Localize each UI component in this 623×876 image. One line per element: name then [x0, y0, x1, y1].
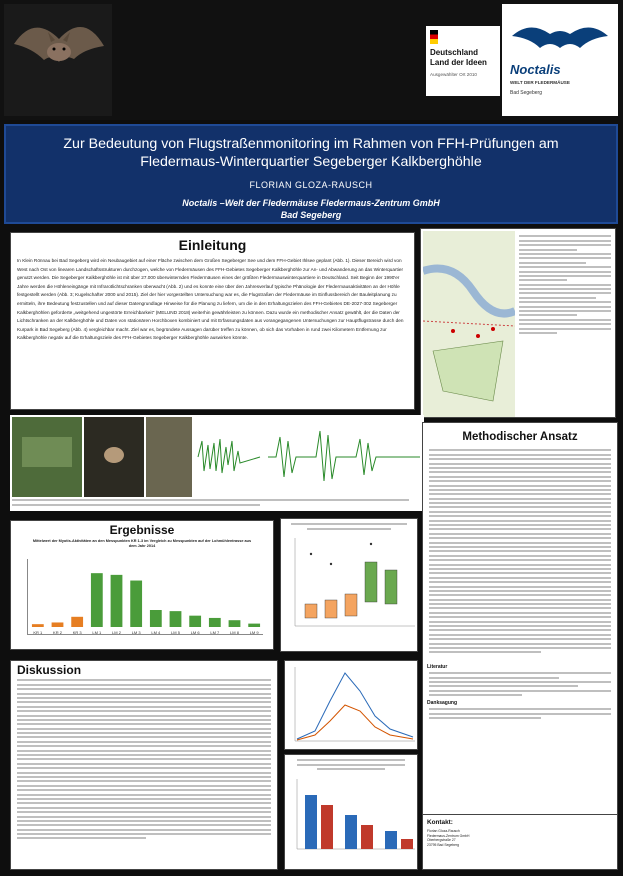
- chart-bar: [229, 620, 241, 627]
- chart-bar: [170, 611, 182, 627]
- kontakt-name: Florian Gloza-Rausch: [427, 829, 460, 833]
- einleitung-panel: [10, 232, 415, 410]
- chart-category-label: LM 8: [230, 630, 239, 635]
- chart-category-label: LM 6: [190, 630, 200, 635]
- bar-chart-2-svg: [285, 775, 419, 855]
- flag-bar: [430, 30, 438, 44]
- diskussion-panel: [10, 660, 278, 870]
- methodisch-heading: Methodischer Ansatz: [462, 431, 578, 443]
- chart-bar: [150, 610, 162, 627]
- literatur-body: [423, 672, 617, 696]
- methodisch-body: [423, 443, 617, 660]
- kontakt-street: Oberbergstraße 27: [427, 838, 456, 843]
- kontakt-org: Fledermaus-Zentrum GmbH: [427, 833, 470, 838]
- noctalis-name: Noctalis: [510, 62, 561, 77]
- poster-org-line1: Noctalis –Welt der Fledermäuse Fledermaus-Zentrum GmbH: [182, 198, 440, 208]
- einleitung-heading: Einleitung: [178, 237, 247, 253]
- boxplot-panel: [280, 518, 418, 652]
- line-chart-svg: [285, 661, 419, 751]
- cave-entrance-photo: [146, 417, 192, 497]
- ergebnisse-panel: [10, 520, 274, 650]
- poster-author: FLORIAN GLOZA-RAUSCH: [249, 180, 373, 190]
- bar-chart-svg: [28, 559, 264, 635]
- bar-chart-2-panel: [284, 754, 418, 870]
- bar-chart: [27, 559, 263, 635]
- waveform-svg: [266, 421, 422, 493]
- deutschland-line3: Ausgewählter Ort 2010: [430, 72, 477, 77]
- chart-bar: [130, 581, 142, 627]
- map-image: [423, 231, 515, 417]
- header-banner: [0, 0, 623, 120]
- poster-org-line2: Bad Segeberg: [280, 210, 342, 220]
- bat-photo: [4, 4, 112, 116]
- chart-category-label: KR 3: [72, 630, 82, 635]
- deutschland-line1: Deutschland: [430, 48, 479, 57]
- bat-flight-photo: [84, 417, 144, 497]
- site-map: [423, 231, 515, 417]
- ergebnisse-heading: Ergebnisse: [109, 523, 175, 537]
- danksagung-heading: Danksagung: [427, 700, 458, 707]
- chart-category-label: LM 1: [92, 630, 102, 635]
- kontakt-panel: [422, 814, 618, 870]
- noctalis-logo: [502, 4, 618, 116]
- danksagung-body: [423, 708, 617, 719]
- boxplot-svg: [281, 534, 419, 634]
- title-block: [4, 124, 618, 224]
- deutschland-logo: [426, 26, 500, 96]
- chart-title: Mittelwert der Myotis-Aktivitäten an den Messpunkten KR 1-3 im Vergleich zu Messpunkten auf der Lohmühlentrasse aus dem Jahr 2014: [32, 539, 252, 548]
- poster-title-line1: Zur Bedeutung von Flugstraßenmonitoring im Rahmen von FFH-Prüfungen am: [63, 136, 559, 152]
- chart-category-label: LM 5: [171, 630, 180, 635]
- chart-category-label: KR 2: [53, 630, 62, 635]
- chart-bar: [71, 617, 83, 627]
- chart-bar: [189, 616, 201, 627]
- photo-captions: [10, 497, 424, 511]
- poster-title-line2: Fledermaus-Winterquartier Segeberger Kalkberghöhle: [140, 154, 482, 170]
- chart-category-label: KR 1: [33, 630, 43, 635]
- map-panel: [420, 228, 616, 418]
- waveform-chart: [266, 421, 422, 493]
- chart-category-label: LM 2: [112, 630, 121, 635]
- sonogram-svg: [196, 421, 262, 493]
- kontakt-heading: Kontakt:: [427, 819, 453, 826]
- photo-strip: [10, 415, 424, 511]
- deutschland-line2: Land der Ideen: [430, 58, 487, 67]
- einleitung-text: In Klein Rönnau bei Bad Segeberg wird ein Neubaugebiet auf einer Fläche zwischen dem Großen Segeberger See und dem FFH-Gebiet Ihlsee geplant (Abb. 1). Dieser Bereich wird von West nach Ost von linearen Landschaftsstrukturen durchzogen, welche von Fledermäusen des FFH-Gebietes Segeberger Kalkberghöhle zur An- und Abwanderung an das Winterquartier genutzt werden. Die Segeberger Kalkberghöhle ist mit über 27.000 überwinternden Fledermäusen eines der größten Fledermauswinterquartiere in Deutschland. Seit Beginn der 1990'er Jahre werden die Höhleneingänge mit Infrarotlichtschranken überwacht (Abb. 2) und es konnte eine über den Jahresverlauf typische Phänologie der Fledermausaktivitäten an der Höhle festgestellt werden (Abb. 3; Kugelschafter 2000 und 2015). Ziel der hier vorgestellten Untersuchung war es, die Flugstraßen der Fledermäuse im Einflussbereich der Bauleitplanung zu ermitteln, ihre Bedeutung festzustellen und auf dieser Datengrundlage Hinweise für die Planung zu liefern, um die in den Erhaltungszielen des FFH-Gebietes DE-2027-302 Segeberger Kalkberghöhlen geforderte „weitgehend ungestörte Erreichbarkeit" (MELUND 2018) weiterhin gewährleisten zu können. Dazu wurde ein methodischer Ansatz gewählt, der die Daten der Lichtschranken an der Kalkberghöhle und Daten von stationären Horchboxen kombiniert und mit Erfassungsdaten aus vorangegangenen Untersuchungen zur Hauptflugstrasse durch den Kurpark in Bad Segeberg (Abb. 4) vergleichbar macht. Ziel war es, begründete Aussagen darüber treffen zu können, ob sich das Vorhaben in rund zwei Kilometern Entfernung zur Kalkberghöhle negativ auf die Erhaltungsziele des FFH-Gebietes Segeberger Kalkberghöhle auswirken könnte.: [17, 258, 404, 341]
- chart-bar: [91, 573, 103, 627]
- bat-illustration: [4, 4, 112, 116]
- chart-bar: [32, 624, 44, 627]
- diskussion-body: [11, 679, 277, 839]
- boxplot-title: [281, 519, 417, 534]
- chart-category-label: LM 7: [210, 630, 220, 635]
- chart-category-label: LM 3: [131, 630, 141, 635]
- literatur-heading: Literatur: [427, 663, 448, 670]
- methodisch-panel: [422, 422, 618, 842]
- diskussion-heading: Diskussion: [17, 663, 82, 677]
- noctalis-sub1: WELT DER FLEDERMÄUSE: [510, 80, 570, 85]
- chart-bar: [209, 618, 221, 627]
- map-legend: [517, 233, 613, 413]
- kontakt-city: 23795 Bad Segeberg: [427, 842, 460, 847]
- sonogram-chart: [196, 421, 262, 493]
- chart-category-label: LM 4: [151, 630, 161, 635]
- chart-category-label: LM 9: [249, 630, 259, 635]
- noctalis-bat-icon: [510, 18, 610, 58]
- chart-bar: [248, 624, 260, 627]
- chart-bar: [111, 575, 123, 627]
- line-chart-panel: [284, 660, 418, 750]
- bar-chart-2-title: [285, 755, 417, 775]
- noctalis-sub2: Bad Segeberg: [510, 90, 542, 96]
- chart-bar: [52, 622, 64, 627]
- aerial-photo: [12, 417, 82, 497]
